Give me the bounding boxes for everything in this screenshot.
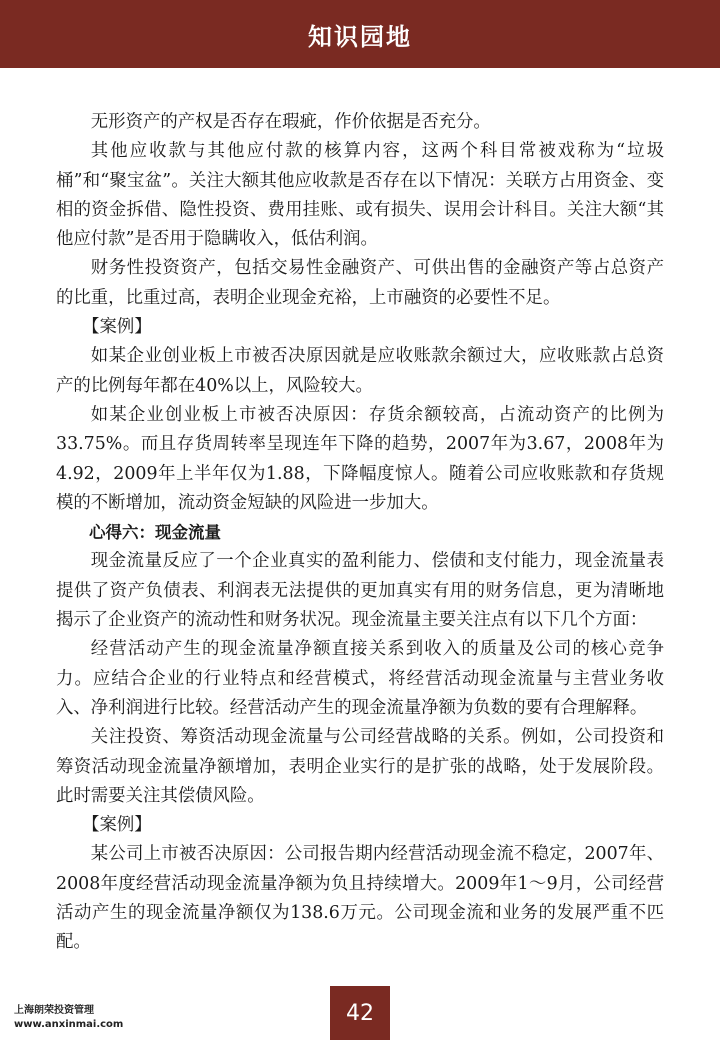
page-title: 知识园地 (308, 22, 412, 51)
page-header (0, 0, 720, 68)
website-link[interactable]: www.anxinmai.com (14, 1019, 124, 1030)
paragraph: 关注投资、筹资活动现金流量与公司经营战略的关系。例如，公司投资和筹资活动现金流量净额增加，表明企业实行的是扩张的战略，处于发展阶段。此时需要关注其偿债风险。 (56, 727, 664, 806)
section-heading: 心得六：现金流量 (89, 523, 221, 543)
paragraph: 经营活动产生的现金流量净额直接关系到收入的质量及公司的核心竞争力。应结合企业的行业特点和经营模式，将经营活动现金流量与主营业务收入、净利润进行比较。经营活动产生的现金流量净额为负数的要有合理解释。 (56, 639, 664, 718)
paragraph: 现金流量反应了一个企业真实的盈利能力、偿债和支付能力，现金流量表提供了资产负债表、利润表无法提供的更加真实有用的财务信息，更为清晰地揭示了企业资产的流动性和财务状况。现金流量主要关注点有以下几个方面： (56, 551, 664, 631)
footer-brand (14, 1004, 123, 1032)
paragraph: 某公司上市被否决原因：公司报告期内经营活动现金流不稳定，2007年、2008年度经营活动现金流量净额为负且持续增大。2009年1～9月，公司经营活动产生的现金流量净额仅为138.6万元。公司现金流和业务的发展严重不匹配。 (56, 844, 664, 953)
brand-name: 上海朗荣投资管理 (14, 1005, 94, 1016)
page-number: 42 (330, 986, 390, 1040)
paragraph: 如某企业创业板上市被否决原因：存货余额较高，占流动资产的比例为33.75%。而且存货周转率呈现连年下降的趋势，2007年为3.67，2008年为4.92，2009年上半年仅为1.88，下降幅度惊人。随着公司应收账款和存货规模的不断增加，流动资金短缺的风险进一步加大。 (56, 404, 664, 513)
paragraph: 其他应收款与其他应付款的核算内容，这两个科目常被戏称为“垃圾桶”和“聚宝盆”。关注大额其他应收款是否存在以下情况：关联方占用资金、变相的资金拆借、隐性投资、费用挂账、或有损失、误用会计科目。关注大额“其他应付款”是否用于隐瞒收入，低估利润。 (56, 141, 664, 250)
paragraph: 如某企业创业板上市被否决原因就是应收账款余额过大，应收账款占总资产的比例每年都在40%以上，风险较大。 (56, 346, 664, 396)
case-label: 【案例】 (82, 815, 152, 836)
paragraph: 无形资产的产权是否存在瑕疵，作价依据是否充分。 (90, 112, 491, 132)
case-label: 【案例】 (82, 317, 152, 338)
article-body (56, 108, 664, 958)
paragraph: 财务性投资资产，包括交易性金融资产、可供出售的金融资产等占总资产的比重，比重过高，表明企业现金充裕，上市融资的必要性不足。 (56, 258, 664, 308)
